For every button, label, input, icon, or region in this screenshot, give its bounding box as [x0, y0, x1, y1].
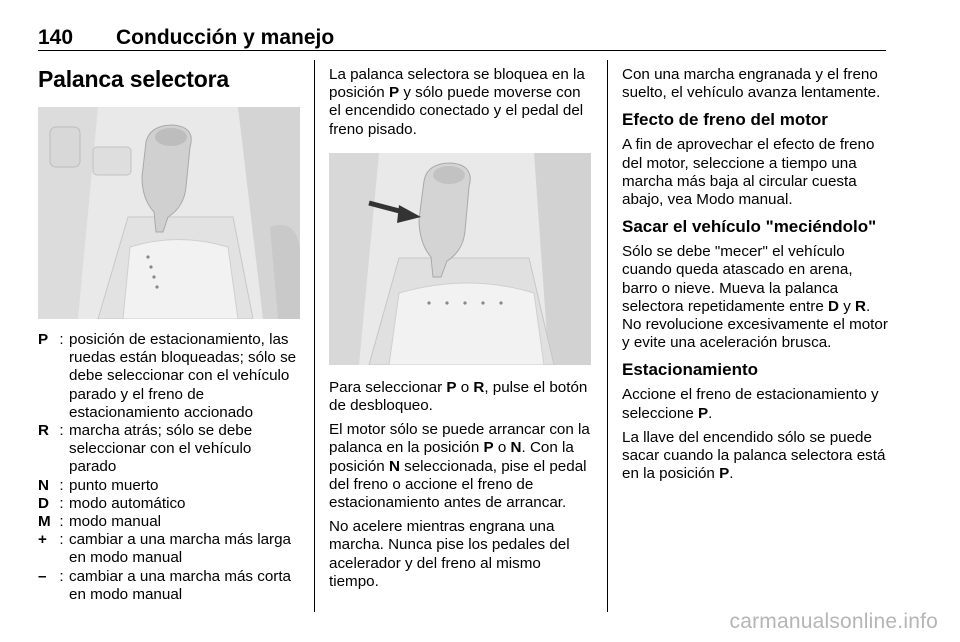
gear-selector-illustration: [38, 107, 300, 319]
column-1: [38, 60, 300, 604]
heading-parking: Estacionamiento: [622, 360, 759, 380]
list-item: M : modo manual: [38, 513, 162, 531]
heading-rocking: Sacar el vehículo "meciéndolo": [622, 217, 877, 237]
list-item: + : cambiar a una marcha más larga en modo manual: [38, 531, 292, 567]
list-item: R : marcha atrás; sólo se debe seleccionar con el vehículo parado: [38, 422, 253, 476]
column-3: [622, 60, 890, 489]
heading-engine-brake: Efecto de freno del motor: [622, 110, 828, 130]
paragraph: Sólo se debe "mecer" el vehículo cuando queda atascado en arena, barro o nieve. Mueva la palanca selectora repetidamente entre D y R. No revolucione excesivamente el motor y evite una aceleración brusca.: [622, 243, 888, 352]
paragraph: La llave del encendido sólo se puede sacar cuando la palanca selectora está en la posición P.: [622, 428, 886, 483]
watermark: carmanualsonline.info: [729, 610, 938, 633]
paragraph: El motor sólo se puede arrancar con la palanca en la posición P o N. Con la posición N seleccionada, pise el pedal del freno o accione el freno de estacionamiento antes de arrancar.: [329, 421, 590, 512]
unlock-button-illustration: [329, 153, 591, 365]
column-2: [329, 60, 594, 597]
list-item: P : posición de estacionamiento, las ruedas están bloqueadas; sólo se debe seleccionar con el vehículo parado y el freno de estacionamiento accionado: [38, 331, 297, 421]
list-item: D : modo automático: [38, 494, 186, 512]
list-item: N : punto muerto: [38, 476, 159, 494]
paragraph: No acelere mientras engrana una marcha. Nunca pise los pedales del acelerador y del freno al mismo tiempo.: [329, 518, 570, 590]
paragraph: Con una marcha engranada y el freno suelto, el vehículo avanza lentamente.: [622, 66, 881, 102]
paragraph: La palanca selectora se bloquea en la posición P y sólo puede moverse con el encendido conectado y el pedal del freno pisado.: [329, 66, 585, 138]
column-divider-2: [607, 60, 608, 612]
paragraph: A fin de aprovechar el efecto de freno del motor, seleccione a tiempo una marcha más baja al circular cuesta abajo, vea Modo manual.: [622, 136, 875, 209]
list-item: – : cambiar a una marcha más corta en modo manual: [38, 567, 291, 603]
paragraph: Accione el freno de estacionamiento y seleccione P.: [622, 386, 879, 422]
section-title: Palanca selectora: [38, 66, 229, 92]
page-number: 140: [38, 26, 74, 49]
column-divider-1: [314, 60, 315, 612]
gear-position-list: [38, 331, 300, 604]
chapter-title: Conducción y manejo: [116, 26, 335, 49]
page-header: [38, 22, 886, 51]
paragraph: Para seleccionar P o R, pulse el botón de desbloqueo.: [329, 378, 588, 415]
